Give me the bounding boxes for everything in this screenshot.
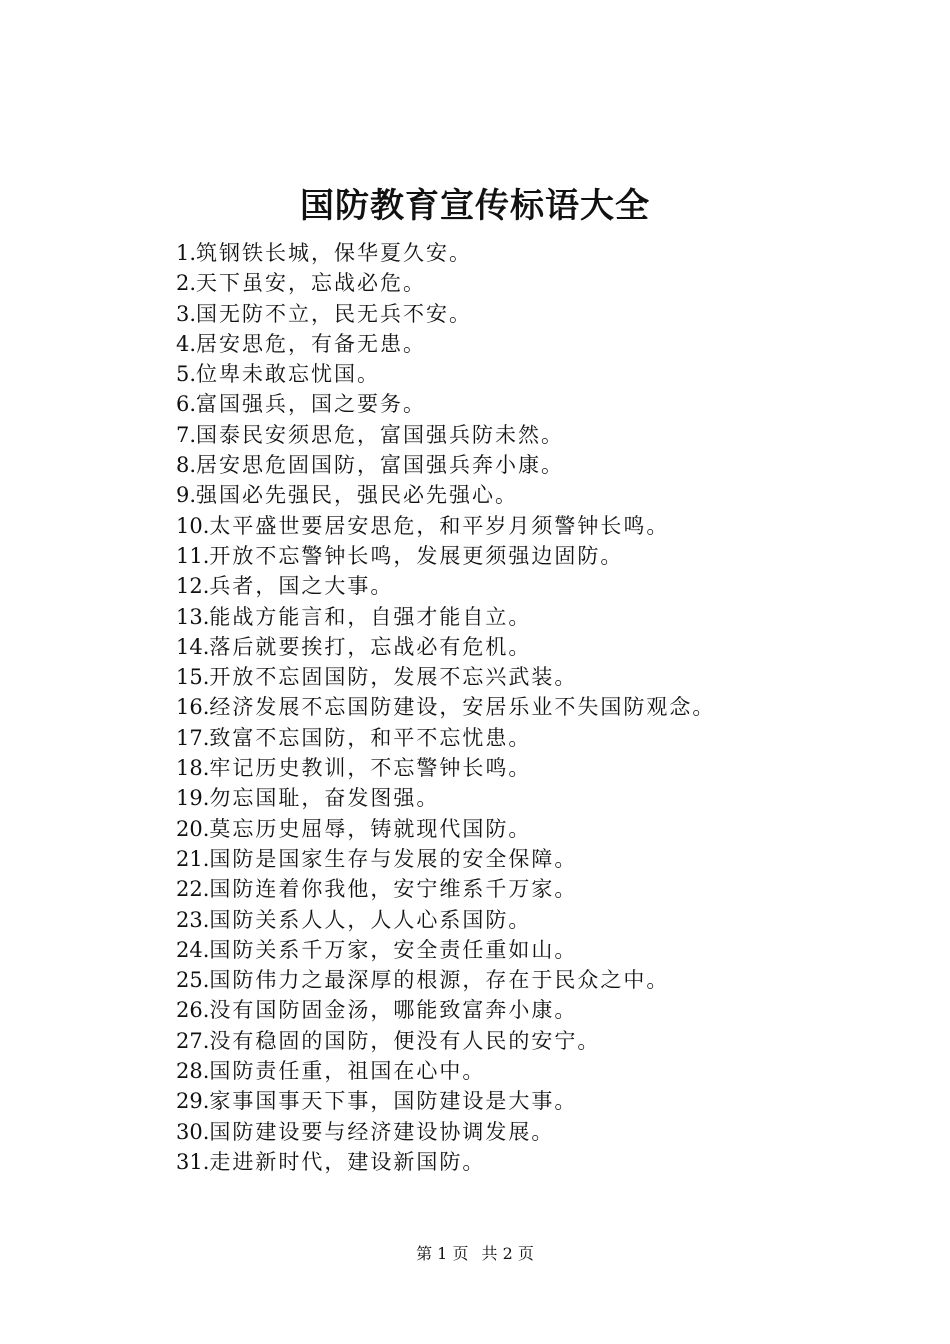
- slogan-item: [176, 753, 715, 783]
- slogan-number: 29.: [176, 1089, 210, 1114]
- slogan-text: 国防关系人人，人人心系国防。: [209, 907, 532, 932]
- slogan-item: [176, 329, 715, 359]
- slogan-item: [176, 1117, 715, 1147]
- slogan-number: 5.: [176, 362, 197, 387]
- page-footer: [0, 1242, 950, 1266]
- slogan-item: [176, 480, 715, 510]
- slogan-item: [176, 632, 715, 662]
- slogan-text: 勿忘国耻，奋发图强。: [209, 786, 440, 811]
- slogan-item: [176, 602, 715, 632]
- slogan-text: 莫忘历史屈辱，铸就现代国防。: [209, 816, 532, 841]
- slogan-text: 牢记历史教训，不忘警钟长鸣。: [209, 756, 532, 781]
- slogan-item: [176, 844, 715, 874]
- slogan-text: 落后就要挨打，忘战必有危机。: [209, 634, 532, 659]
- slogan-number: 28.: [176, 1059, 210, 1084]
- slogan-number: 4.: [176, 331, 197, 356]
- slogan-text: 致富不忘国防，和平不忘忧患。: [209, 725, 532, 750]
- page-total: 共 2 页: [481, 1244, 534, 1263]
- slogan-text: 国防伟力之最深厚的根源，存在于民众之中。: [209, 968, 670, 993]
- slogan-number: 3.: [176, 301, 197, 326]
- slogan-number: 16.: [176, 695, 210, 720]
- slogan-item: [176, 1026, 715, 1056]
- slogan-item: [176, 450, 715, 480]
- slogan-item: [176, 965, 715, 995]
- slogan-item: [176, 511, 715, 541]
- slogan-text: 国防连着你我他，安宁维系千万家。: [209, 877, 578, 902]
- slogan-number: 8.: [176, 453, 197, 478]
- slogan-text: 走进新时代，建设新国防。: [209, 1149, 486, 1174]
- slogan-number: 11.: [176, 543, 210, 568]
- slogan-number: 14.: [176, 634, 210, 659]
- slogan-number: 2.: [176, 271, 197, 296]
- slogan-number: 7.: [176, 422, 197, 447]
- slogan-text: 国防建设要与经济建设协调发展。: [209, 1119, 555, 1144]
- slogan-text: 开放不忘警钟长鸣，发展更须强边固防。: [209, 543, 624, 568]
- slogan-item: [176, 723, 715, 753]
- slogan-text: 筑钢铁长城，保华夏久安。: [196, 241, 473, 265]
- slogan-item: [176, 874, 715, 904]
- slogan-number: 12.: [176, 574, 210, 599]
- slogan-text: 家事国事天下事，国防建设是大事。: [209, 1089, 578, 1114]
- slogan-text: 没有国防固金汤，哪能致富奔小康。: [209, 998, 578, 1023]
- slogan-text: 国无防不立，民无兵不安。: [196, 301, 473, 326]
- slogan-item: [176, 420, 715, 450]
- slogan-number: 24.: [176, 937, 210, 962]
- slogan-text: 位卑未敢忘忧国。: [196, 362, 381, 387]
- slogan-number: 20.: [176, 816, 210, 841]
- slogan-text: 国防是国家生存与发展的安全保障。: [209, 846, 578, 871]
- slogan-number: 9.: [176, 483, 197, 508]
- page-number: 第 1 页: [416, 1244, 469, 1263]
- slogan-item: [176, 995, 715, 1025]
- slogan-item: [176, 238, 715, 268]
- slogan-item: [176, 571, 715, 601]
- slogan-item: [176, 268, 715, 298]
- slogan-item: [176, 1147, 715, 1177]
- slogan-item: [176, 905, 715, 935]
- slogan-number: 18.: [176, 756, 210, 781]
- slogan-text: 天下虽安，忘战必危。: [196, 271, 427, 296]
- slogan-text: 国泰民安须思危，富国强兵防未然。: [196, 422, 565, 447]
- slogan-text: 居安思危固国防，富国强兵奔小康。: [196, 453, 565, 478]
- slogan-number: 13.: [176, 604, 210, 629]
- slogan-item: [176, 1056, 715, 1086]
- slogan-text: 经济发展不忘国防建设，安居乐业不失国防观念。: [209, 695, 716, 720]
- slogan-text: 居安思危，有备无患。: [196, 331, 427, 356]
- slogan-text: 国防责任重，祖国在心中。: [209, 1059, 486, 1084]
- slogan-item: [176, 1086, 715, 1116]
- slogan-item: [176, 359, 715, 389]
- slogan-number: 19.: [176, 786, 210, 811]
- document-title: 国防教育宣传标语大全: [300, 186, 650, 226]
- slogan-item: [176, 299, 715, 329]
- slogan-number: 1.: [176, 241, 197, 265]
- slogan-text: 太平盛世要居安思危，和平岁月须警钟长鸣。: [209, 513, 670, 538]
- slogan-number: 21.: [176, 846, 210, 871]
- slogan-number: 17.: [176, 725, 210, 750]
- slogan-number: 26.: [176, 998, 210, 1023]
- slogan-number: 27.: [176, 1028, 210, 1053]
- slogan-number: 10.: [176, 513, 210, 538]
- slogan-text: 富国强兵，国之要务。: [196, 392, 427, 417]
- slogan-item: [176, 692, 715, 722]
- slogan-list: [176, 238, 715, 1177]
- slogan-number: 22.: [176, 877, 210, 902]
- slogan-text: 开放不忘固国防，发展不忘兴武装。: [209, 665, 578, 690]
- slogan-number: 31.: [176, 1149, 210, 1174]
- slogan-text: 国防关系千万家，安全责任重如山。: [209, 937, 578, 962]
- slogan-text: 兵者，国之大事。: [209, 574, 394, 599]
- slogan-text: 能战方能言和，自强才能自立。: [209, 604, 532, 629]
- slogan-item: [176, 935, 715, 965]
- slogan-number: 23.: [176, 907, 210, 932]
- slogan-number: 6.: [176, 392, 197, 417]
- slogan-item: [176, 389, 715, 419]
- slogan-item: [176, 783, 715, 813]
- slogan-number: 15.: [176, 665, 210, 690]
- slogan-item: [176, 814, 715, 844]
- slogan-item: [176, 662, 715, 692]
- slogan-number: 25.: [176, 968, 210, 993]
- slogan-text: 强国必先强民，强民必先强心。: [196, 483, 519, 508]
- slogan-item: [176, 541, 715, 571]
- slogan-text: 没有稳固的国防，便没有人民的安宁。: [209, 1028, 601, 1053]
- slogan-number: 30.: [176, 1119, 210, 1144]
